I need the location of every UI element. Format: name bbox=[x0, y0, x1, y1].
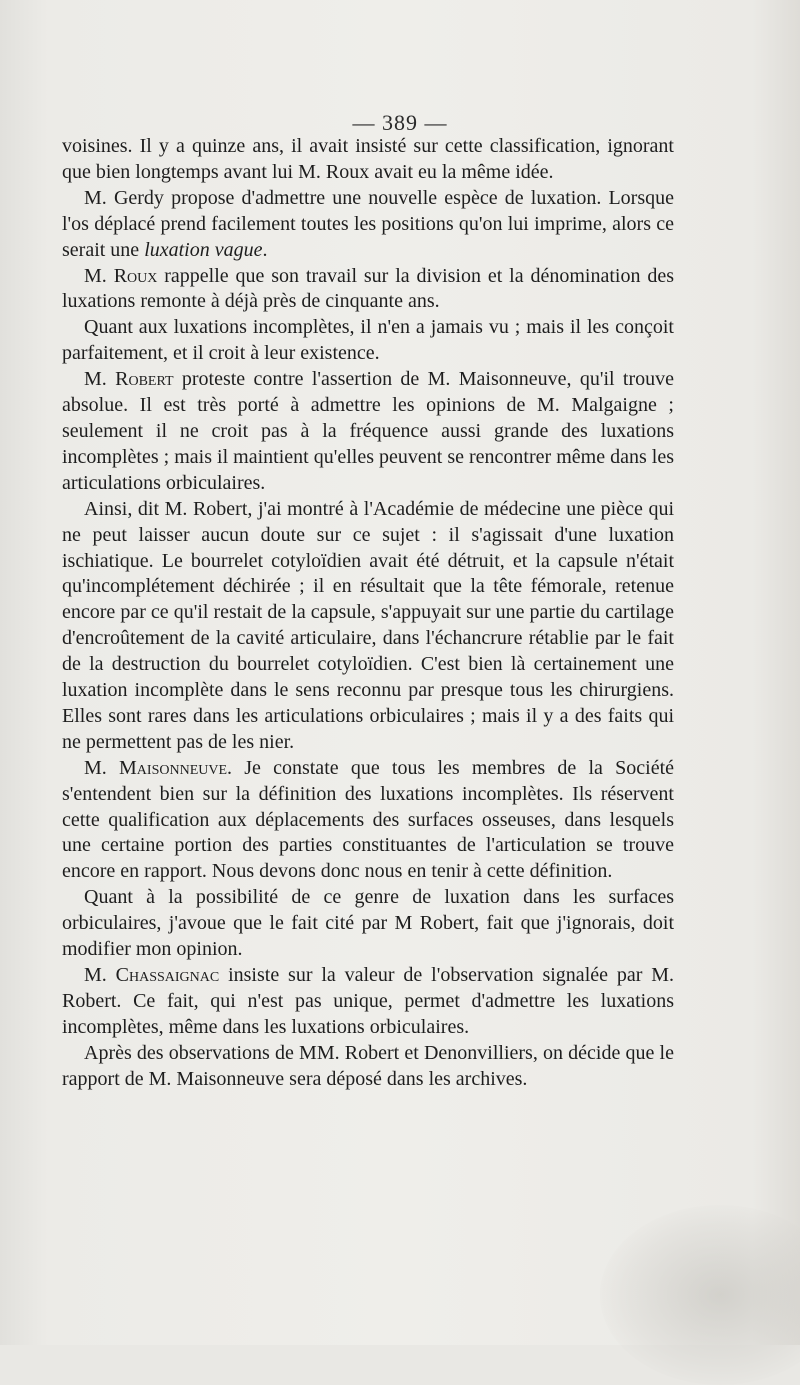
speaker-name: Chassaignac bbox=[115, 964, 220, 986]
paragraph bbox=[62, 1041, 674, 1093]
speaker-name: Roux bbox=[113, 264, 158, 287]
paragraph bbox=[62, 315, 674, 367]
paragraph-text: insiste sur la valeur de l'observation signalée par M. Robert. Ce fait, qui n'est pas unique, permet d'admettre les luxations incomplètes, même dans les luxations orbiculaires. bbox=[62, 964, 675, 1038]
paragraph-text: rappelle que son travail sur la division et la dénomination des luxations remonte à déjà près de cinquante ans. bbox=[62, 264, 674, 313]
paragraph bbox=[62, 756, 674, 886]
body-text bbox=[62, 134, 674, 1093]
paragraph bbox=[62, 186, 674, 264]
speaker-prefix: M. bbox=[84, 756, 107, 779]
paragraph bbox=[62, 134, 674, 186]
paragraph bbox=[62, 497, 674, 756]
paragraph bbox=[62, 885, 674, 963]
speaker-name: Gerdy bbox=[113, 186, 164, 209]
paragraph-text: Quant à la possibilité de ce genre de luxation dans les surfaces orbiculaires, j'avoue que le fait cité par M Robert, fait que j'ignorais, doit modifier mon opinion. bbox=[62, 886, 674, 961]
speaker-prefix: M. bbox=[84, 964, 107, 986]
paragraph-text: Après des observations de MM. Robert et Denonvilliers, on décide que le rapport de M. Maisonneuve sera déposé dans les archives. bbox=[62, 1041, 674, 1090]
speaker-name: Maisonneuve bbox=[119, 756, 228, 779]
paragraph-text: . Je constate que tous les membres de la Société s'entendent bien sur la définition des luxations incomplètes. Ils réservent cette qualification aux déplacements des surfaces osseuses, dans lesquels une certaine portion des parties constituantes de l'articulation se trouve encore en rapport. Nous devons donc nous en tenir à cette définition. bbox=[62, 756, 675, 883]
paragraph-text: propose d'admettre une nouvelle espèce de luxation. Lorsque l'os déplacé prend facilement toutes les positions qu'on lui imprime, alors ce serait une bbox=[62, 186, 674, 261]
paragraph-text: proteste contre l'assertion de M. Maisonneuve, qu'il trouve absolue. Il est très porté à admettre les opinions de M. Malgaigne ; seulement il ne croit pas à la fréquence aussi grande des luxations incomplètes ; mais il maintient qu'elles peuvent se rencontrer même dans les articulations orbiculaires. bbox=[62, 368, 674, 494]
speaker-prefix: M. bbox=[84, 186, 107, 209]
paragraph-text: . bbox=[262, 238, 268, 261]
paragraph-text: Ainsi, dit M. Robert, j'ai montré à l'Académie de médecine une pièce qui ne peut laisser aucun doute sur ce sujet : il s'agissait d'une luxation ischiatique. Le bourrelet cotyloïdien avait été détruit, et la capsule n'était qu'incomplétement déchirée ; il en résultait que la tête fémorale, retenue encore par ce qu'il restait de la capsule, s'appuyait sur une partie du cartilage d'encroûtement de la cavité articulaire, dans l'échancrure rétablie par le fait de la destruction du bourrelet cotyloïdien. C'est bien là certainement une luxation incomplète dans le sens reconnu par presque tous les chirurgiens. Elles sont rares dans les articulations orbiculaires ; mais il y a des faits qui ne permettent pas de les nier. bbox=[62, 497, 674, 753]
paragraph-text: voisines. Il y a quinze ans, il avait insisté sur cette classification, ignorant que bien longtemps avant lui M. Roux avait eu la même idée. bbox=[62, 135, 674, 183]
paragraph bbox=[62, 264, 674, 316]
paragraph-text: Quant aux luxations incomplètes, il n'en a jamais vu ; mais il les conçoit parfaitement, et il croit à leur existence. bbox=[62, 316, 674, 365]
speaker-prefix: M. bbox=[84, 368, 107, 391]
speaker-prefix: M. bbox=[84, 264, 107, 287]
paper-stain bbox=[600, 1205, 800, 1385]
paragraph bbox=[62, 367, 674, 497]
emphasized-term: luxation vague bbox=[144, 238, 263, 261]
page-number: — 389 — bbox=[352, 110, 448, 135]
speaker-name: Robert bbox=[115, 368, 174, 391]
paragraph bbox=[62, 963, 674, 1041]
